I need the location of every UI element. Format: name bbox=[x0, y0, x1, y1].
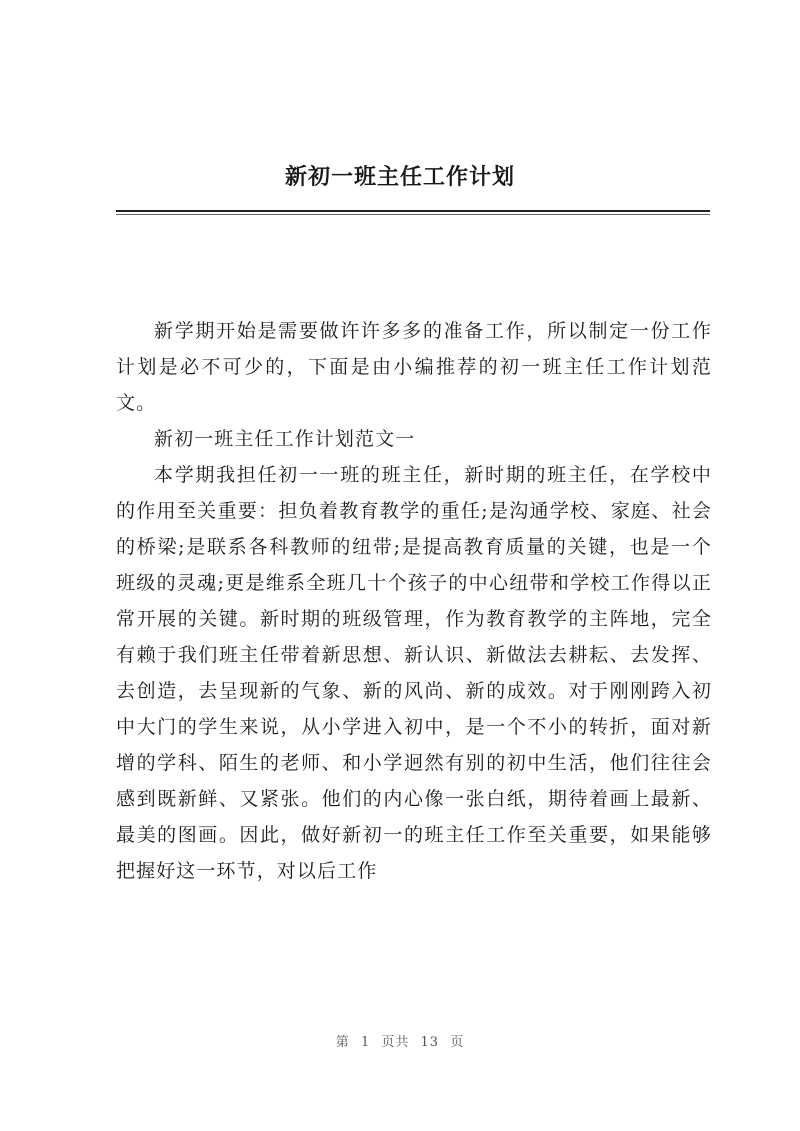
footer-prefix: 第 bbox=[335, 1035, 350, 1050]
body-paragraph: 本学期我担任初一一班的班主任，新时期的班主任，在学校中的作用至关重要：担负着教育教学的重任;是沟通学校、家庭、社会的桥梁;是联系各科教师的纽带;是提高教育质量的关键，也是一个班级的灵魂;更是维系全班几十个孩子的中心纽带和学校工作得以正常开展的关键。新时期的班级管理，作为教育教学的主阵地，完全有赖于我们班主任带着新思想、新认识、新做法去耕耘、去发挥、去创造，去呈现新的气象、新的风尚、新的成效。对于刚刚跨入初中大门的学生来说，从小学进入初中，是一个不小的转折，面对新增的学科、陌生的老师、和小学迥然有别的初中生活，他们往往会感到既新鲜、又紧张。他们的内心像一张白纸，期待着画上最新、最美的图画。因此，做好新初一的班主任工作至关重要，如果能够把握好这一环节，对以后工作 bbox=[116, 464, 712, 882]
document-body bbox=[116, 313, 712, 889]
footer-suffix: 页 bbox=[450, 1035, 465, 1050]
footer-middle: 页共 bbox=[381, 1035, 410, 1050]
page-footer bbox=[0, 1031, 800, 1050]
page-total: 13 bbox=[420, 1035, 440, 1050]
section-heading: 新初一班主任工作计划范文一 bbox=[154, 428, 416, 450]
page-number: 1 bbox=[360, 1035, 371, 1050]
intro-paragraph: 新学期开始是需要做许许多多的准备工作，所以制定一份工作计划是必不可少的，下面是由小编推荐的初一班主任工作计划范文。 bbox=[116, 320, 712, 414]
title-divider-thin bbox=[116, 214, 710, 215]
document-title: 新初一班主任工作计划 bbox=[284, 165, 515, 190]
title-divider bbox=[116, 210, 710, 212]
